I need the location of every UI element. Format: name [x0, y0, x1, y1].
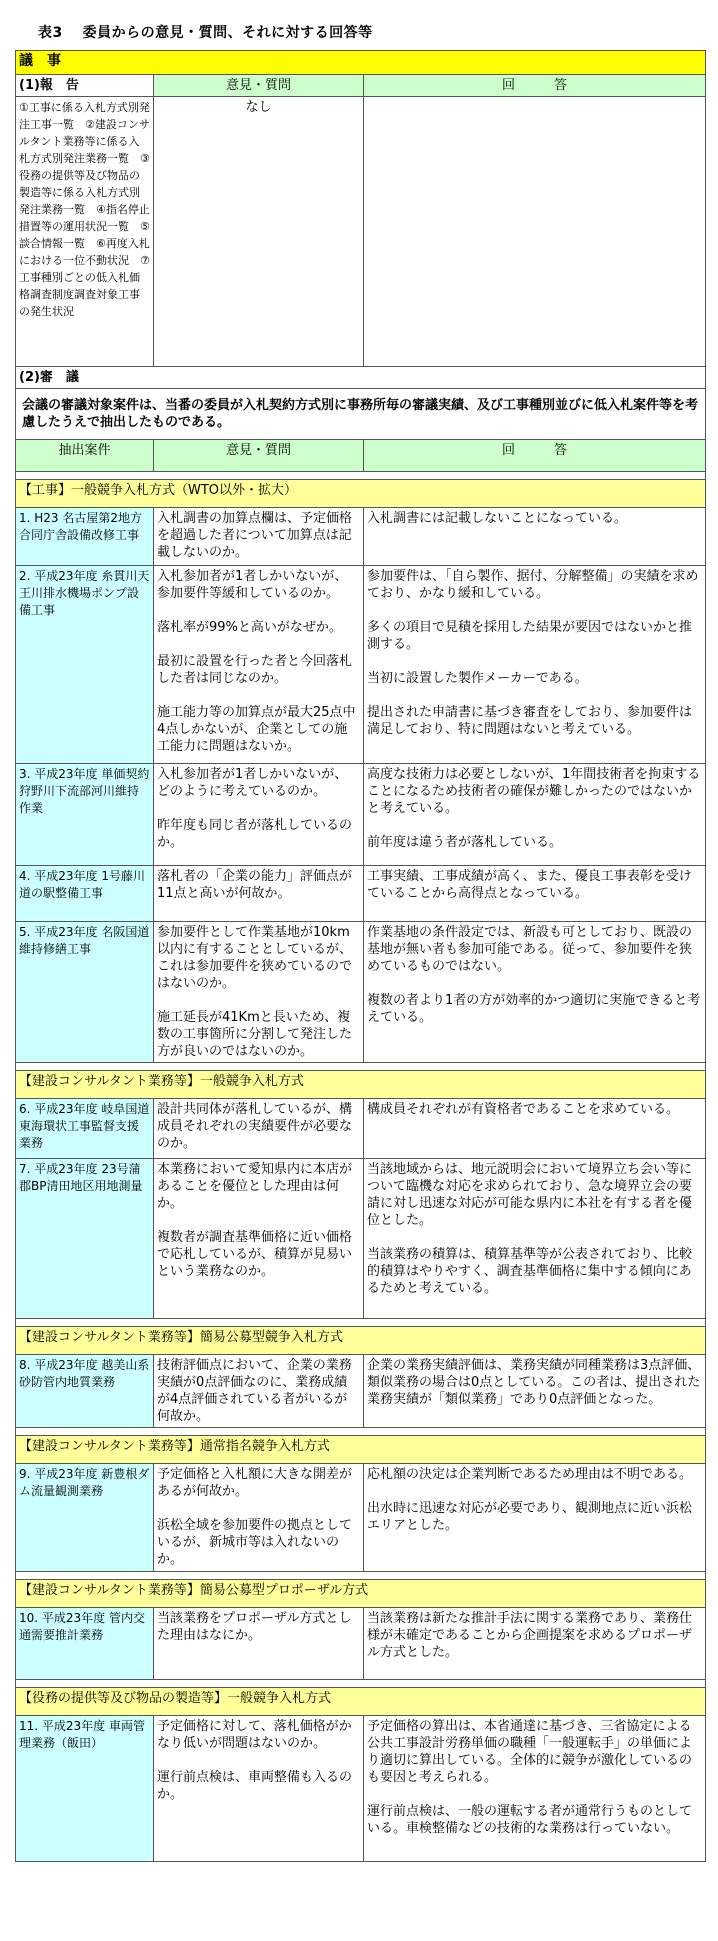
- case-answer: [364, 508, 706, 566]
- case-question: [154, 1464, 364, 1572]
- a-paragraph: 前年度は違う者が落札している。: [367, 835, 563, 850]
- a-paragraph: 参加要件は、「自ら製作、据付、分解整備」の実績を求めており、かなり緩和している。: [367, 569, 699, 601]
- spacer-cell: [16, 1680, 706, 1688]
- paragraph-gap: [367, 975, 702, 992]
- case-name: 7. 平成23年度 23号蒲郡BP清田地区用地測量: [16, 1159, 154, 1319]
- deliberation-col-row: [16, 440, 706, 472]
- case-row: [16, 1608, 706, 1680]
- paragraph-gap: [367, 1786, 702, 1803]
- case-answer: [364, 1716, 706, 1862]
- case-answer: [364, 1355, 706, 1428]
- report-col-opinion: 意見・質問: [154, 75, 364, 97]
- case-question: [154, 764, 364, 866]
- a-paragraph: 当初に設置した製作メーカーである。: [367, 671, 588, 686]
- spacer-cell: [16, 1572, 706, 1580]
- q-paragraph: 本業務において愛知県内に本店があることを優位とした理由は何か。: [157, 1162, 353, 1211]
- category-row: [16, 1071, 706, 1099]
- paragraph-gap: [367, 687, 702, 704]
- a-paragraph: 当該業務は新たな推計手法に関する業務であり、業務仕様が未確定であることから企画提案を求めるプロポーザル方式とした。: [367, 1611, 693, 1660]
- report-heading: (1)報 告: [16, 75, 154, 97]
- col-answer: 回 答: [364, 440, 706, 472]
- a-paragraph: 高度な技術力は必要としないが、1年間技術者を拘束することになるため技術者の確保が難しかったのではないかと考えている。: [367, 767, 701, 816]
- a-paragraph: 運行前点検は、一般の運転する者が通常行うものとしている。車検整備などの技術的な業務は行っていない。: [367, 1804, 693, 1836]
- case-row: [16, 566, 706, 764]
- case-row: [16, 1099, 706, 1159]
- opinion-table: [15, 50, 706, 1862]
- spacer-cell: [16, 1428, 706, 1436]
- category-row: [16, 1580, 706, 1608]
- deliberation-heading: (2)審 議: [16, 367, 706, 389]
- case-name: 11. 平成23年度 車両管理業務（飯田）: [16, 1716, 154, 1862]
- case-name: 1. H23 名古屋第2地方合同庁舎設備改修工事: [16, 508, 154, 566]
- paragraph-gap: [367, 653, 702, 670]
- report-opinion: なし: [154, 97, 364, 367]
- report-answer: [364, 97, 706, 367]
- spacer-row: [16, 1319, 706, 1327]
- q-paragraph: 技術評価点において、企業の業務実績が0点評価なのに、業務成績が4点評価されている者がいるが何故か。: [157, 1358, 352, 1424]
- q-paragraph: 入札参加者が1者しかいないが、どのように考えているのか。: [157, 767, 348, 799]
- agenda-heading: 議 事: [16, 51, 706, 75]
- paragraph-gap: [157, 602, 360, 619]
- case-question: [154, 922, 364, 1063]
- report-header-row: [16, 75, 706, 97]
- case-row: [16, 922, 706, 1063]
- case-question: [154, 1355, 364, 1428]
- case-question: [154, 1159, 364, 1319]
- spacer-row: [16, 1063, 706, 1071]
- q-paragraph: 運行前点検は、車両整備も入るのか。: [157, 1770, 353, 1802]
- category-row: [16, 1327, 706, 1355]
- paragraph-gap: [367, 817, 702, 834]
- report-items: ①工事に係る入札方式別発注工事一覧 ②建設コンサルタント業務等に係る入札方式別発注業務一覧 ③役務の提供等及び物品の製造等に係る入札方式別発注業務一覧 ④指名停止措置等の運用状況一覧 ⑤談合情報一覧 ⑥再度入札における一位不動状況 ⑦工事種別ごとの低入札価格調査制度調査対象工事の発生状況: [16, 97, 154, 367]
- paragraph-gap: [157, 1752, 360, 1769]
- a-paragraph: 出水時に迅速な対応が必要であり、観測地点に近い浜松エリアとした。: [367, 1501, 693, 1533]
- a-paragraph: 当該地域からは、地元説明会において境界立ち会い等について臨機な対応を求められており、急な境界立会の要請に対し迅速な対応が可能な県内に本社を有する者を優位とした。: [367, 1162, 693, 1228]
- report-col-answer: 回 答: [364, 75, 706, 97]
- q-paragraph: 施工能力等の加算点が最大25点中4点しかないが、企業としての施工能力に問題はないか。: [157, 705, 356, 754]
- case-row: [16, 1464, 706, 1572]
- case-row: [16, 866, 706, 922]
- q-paragraph: 当該業務をプロポーザル方式とした理由はなにか。: [157, 1611, 352, 1643]
- case-answer: [364, 1099, 706, 1159]
- a-paragraph: 提出された申請書に基づき審査をしており、参加要件は満足しており、特に問題はないと考えている。: [367, 705, 693, 737]
- deliberation-intro: 会議の審議対象案件は、当番の委員が入札契約方式別に事務所毎の審議実績、及び工事種別並びに低入札案件等を考慮したうえで抽出したものである。: [16, 389, 706, 440]
- paragraph-gap: [367, 1483, 702, 1500]
- q-paragraph: 設計共同体が落札しているが、構成員それぞれの実績要件が必要なのか。: [157, 1102, 353, 1151]
- spacer-row: [16, 472, 706, 480]
- spacer-row: [16, 1680, 706, 1688]
- q-paragraph: 施工延長が41Kmと長いため、複数の工事箇所に分割して発注した方が良いのではないのか。: [157, 1010, 353, 1059]
- a-paragraph: 工事実績、工事成績が高く、また、優良工事表彰を受けていることから高得点となっている。: [367, 869, 692, 901]
- case-answer: [364, 1608, 706, 1680]
- paragraph-gap: [157, 687, 360, 704]
- category-label: 【建設コンサルタント業務等】通常指名競争入札方式: [16, 1436, 706, 1464]
- deliberation-intro-row: [16, 389, 706, 440]
- case-name: 6. 平成23年度 岐阜国道東海環状工事監督支援業務: [16, 1099, 154, 1159]
- q-paragraph: 昨年度も同じ者が落札しているのか。: [157, 818, 353, 850]
- paragraph-gap: [367, 602, 702, 619]
- a-paragraph: 応札額の決定は企業判断であるため理由は不明である。: [367, 1467, 693, 1482]
- a-paragraph: 予定価格の算出は、本省通達に基づき、三省協定による公共工事設計労務単価の職種「一般運転手」の単価により適切に算出している。全体的に競争が激化しているのも要因と考えられる。: [367, 1719, 693, 1785]
- case-name: 9. 平成23年度 新豊根ダム流量観測業務: [16, 1464, 154, 1572]
- case-name: 2. 平成23年度 糸貫川天王川排水機場ポンプ設備工事: [16, 566, 154, 764]
- case-question: [154, 866, 364, 922]
- q-paragraph: 参加要件として作業基地が10km以内に有することとしているが、これは参加要件を狭めているのではないのか。: [157, 925, 353, 991]
- case-name: 5. 平成23年度 名阪国道維持修繕工事: [16, 922, 154, 1063]
- agenda-row: [16, 51, 706, 75]
- case-answer: [364, 764, 706, 866]
- case-answer: [364, 1464, 706, 1572]
- case-question: [154, 1099, 364, 1159]
- a-paragraph: 多くの項目で見積を採用した結果が要因ではないかと推測する。: [367, 620, 693, 652]
- category-label: 【建設コンサルタント業務等】簡易公募型競争入札方式: [16, 1327, 706, 1355]
- a-paragraph: 入札調書には記載しないことになっている。: [367, 511, 628, 526]
- col-case: 抽出案件: [16, 440, 154, 472]
- spacer-cell: [16, 472, 706, 480]
- case-answer: [364, 566, 706, 764]
- case-answer: [364, 1159, 706, 1319]
- q-paragraph: 予定価格に対して、落札価格がかなり低いが問題はないのか。: [157, 1719, 352, 1751]
- deliberation-header-row: [16, 367, 706, 389]
- a-paragraph: 作業基地の条件設定では、新設も可としており、既設の基地が無い者も参加可能である。従って、参加要件を狭めているものではない。: [367, 925, 693, 974]
- category-label: 【工事】一般競争入札方式（WTO以外・拡大）: [16, 480, 706, 508]
- q-paragraph: 最初に設置を行った者と今回落札した者は同じなのか。: [157, 654, 353, 686]
- spacer-cell: [16, 1063, 706, 1071]
- case-name: 10. 平成23年度 管内交通需要推計業務: [16, 1608, 154, 1680]
- case-question: [154, 1716, 364, 1862]
- spacer-cell: [16, 1319, 706, 1327]
- case-question: [154, 1608, 364, 1680]
- a-paragraph: 構成員それぞれが有資格者であることを求めている。: [367, 1102, 680, 1117]
- q-paragraph: 浜松全域を参加要件の拠点としているが、新城市等は入れないのか。: [157, 1518, 353, 1567]
- paragraph-gap: [157, 992, 360, 1009]
- case-row: [16, 508, 706, 566]
- a-paragraph: 当該業務の積算は、積算基準等が公表されており、比較的積算はやりやすく、調査基準価格に集中する傾向にあるためと考えている。: [367, 1247, 693, 1296]
- paragraph-gap: [157, 1212, 360, 1229]
- case-answer: [364, 922, 706, 1063]
- q-paragraph: 入札参加者が1者しかいないが、参加要件等緩和しているのか。: [157, 569, 348, 601]
- category-label: 【建設コンサルタント業務等】一般競争入札方式: [16, 1071, 706, 1099]
- paragraph-gap: [157, 1500, 360, 1517]
- case-row: [16, 1159, 706, 1319]
- category-label: 【建設コンサルタント業務等】簡易公募型プロポーザル方式: [16, 1580, 706, 1608]
- report-row: [16, 97, 706, 367]
- case-name: 4. 平成23年度 1号藤川道の駅整備工事: [16, 866, 154, 922]
- paragraph-gap: [367, 1229, 702, 1246]
- case-question: [154, 508, 364, 566]
- case-row: [16, 764, 706, 866]
- col-opinion: 意見・質問: [154, 440, 364, 472]
- case-row: [16, 1716, 706, 1862]
- case-question: [154, 566, 364, 764]
- q-paragraph: 複数者が調査基準価格に近い価格で応札しているが、積算が見易いという業務なのか。: [157, 1230, 353, 1279]
- table-title: 表3 委員からの意見・質問、それに対する回答等: [38, 25, 373, 41]
- category-row: [16, 480, 706, 508]
- case-row: [16, 1355, 706, 1428]
- category-row: [16, 1436, 706, 1464]
- case-answer: [364, 866, 706, 922]
- q-paragraph: 予定価格と入札額に大きな開差があるが何故か。: [157, 1467, 353, 1499]
- case-name: 3. 平成23年度 単価契約狩野川下流部河川維持作業: [16, 764, 154, 866]
- q-paragraph: 落札者の「企業の能力」評価点が11点と高いが何故か。: [157, 869, 353, 901]
- case-name: 8. 平成23年度 越美山系砂防管内地質業務: [16, 1355, 154, 1428]
- category-label: 【役務の提供等及び物品の製造等】一般競争入札方式: [16, 1688, 706, 1716]
- a-paragraph: 企業の業務実績評価は、業務実績が同種業務は3点評価、類似業務の場合は0点としている。この者は、提出された業務実績が「類似業務」であり0点評価となった。: [367, 1358, 701, 1407]
- spacer-row: [16, 1428, 706, 1436]
- q-paragraph: 落札率が99%と高いがなぜか。: [157, 620, 342, 635]
- paragraph-gap: [157, 800, 360, 817]
- a-paragraph: 複数の者より1者の方が効率的かつ適切に実施できると考えている。: [367, 993, 701, 1025]
- paragraph-gap: [157, 636, 360, 653]
- spacer-row: [16, 1572, 706, 1580]
- q-paragraph: 入札調書の加算点欄は、予定価格を超過した者について加算点は記載しないのか。: [157, 511, 353, 560]
- category-row: [16, 1688, 706, 1716]
